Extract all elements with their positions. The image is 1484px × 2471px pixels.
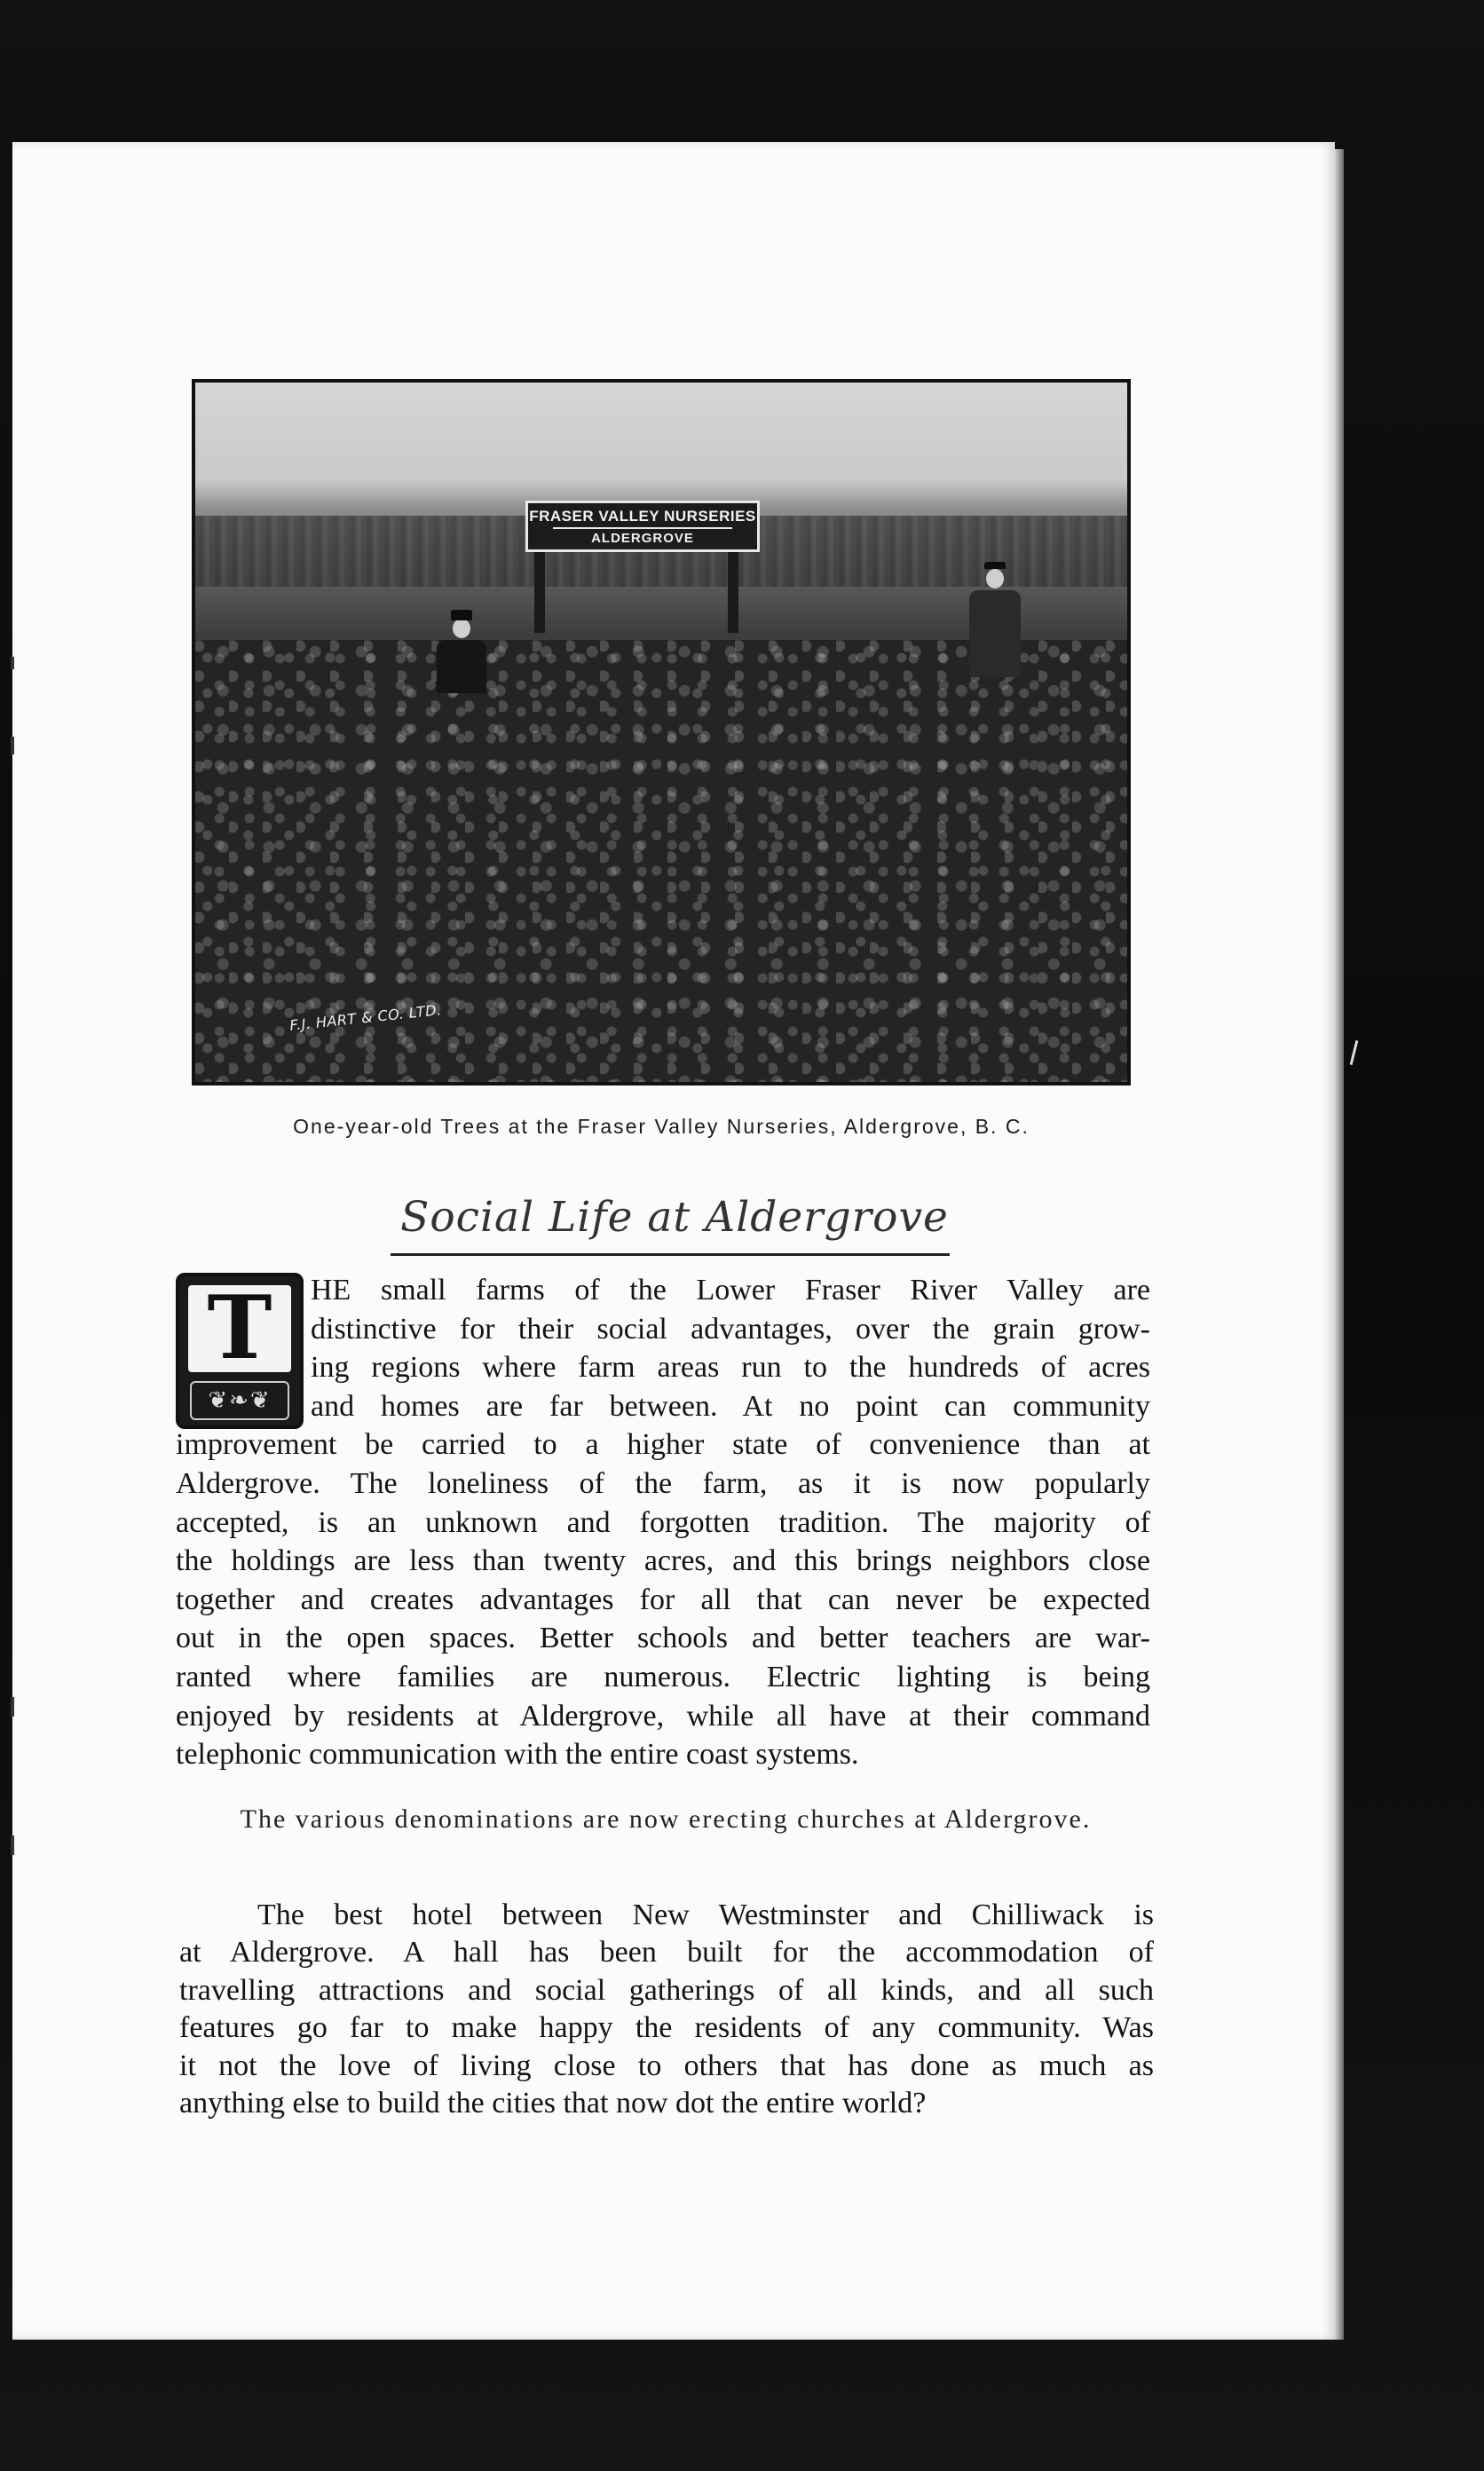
body-text-line: ing regions where farm areas run to the hundreds of acres bbox=[311, 1351, 1150, 1385]
body-text-line: features go far to make happy the residents of any community. Was bbox=[179, 2011, 1154, 2045]
body-text-line: HE small farms of the Lower Fraser River Valley are bbox=[311, 1274, 1150, 1307]
photo-caption: One-year-old Trees at the Fraser Valley Nurseries, Aldergrove, B. C. bbox=[293, 1115, 1030, 1138]
sign-line-1: FRASER VALLEY NURSERIES bbox=[529, 508, 756, 525]
body-text-line: at Aldergrove. A hall has been built for the accommodation of bbox=[179, 1936, 1154, 1970]
section-heading: Social Life at Aldergrove bbox=[400, 1193, 949, 1242]
binding-mark bbox=[11, 657, 14, 669]
body-text-line: together and creates advantages for all that can never be expected bbox=[176, 1583, 1150, 1616]
drop-cap-panel bbox=[188, 1277, 291, 1379]
body-text-line: travelling attractions and social gatherings of all kinds, and all such bbox=[179, 1973, 1154, 2007]
body-text-line: and homes are far between. At no point can community bbox=[311, 1389, 1150, 1423]
drop-cap-letter: T bbox=[207, 1277, 272, 1379]
floral-ornament-icon: ❦❧❦ bbox=[190, 1381, 289, 1420]
body-text-line: the holdings are less than twenty acres, and this brings neighbors close bbox=[176, 1544, 1150, 1578]
person-right-head bbox=[986, 569, 1004, 588]
churches-note: The various denominations are now erecting churches at Aldergrove. bbox=[240, 1804, 1092, 1834]
sign-post-right bbox=[728, 551, 738, 633]
person-left-head bbox=[453, 619, 470, 638]
body-text-line: ranted where families are numerous. Electric lighting is being bbox=[176, 1661, 1150, 1693]
person-right-cap bbox=[984, 562, 1006, 569]
drop-cap bbox=[176, 1273, 304, 1429]
body-text-line: it not the love of living close to others that has done as much as bbox=[179, 2049, 1154, 2082]
person-left bbox=[437, 640, 486, 693]
binding-mark bbox=[11, 1835, 14, 1855]
body-text-line: improvement be carried to a higher state of convenience than at bbox=[176, 1428, 1150, 1462]
body-text-line: out in the open spaces. Better schools and better teachers are war- bbox=[176, 1622, 1150, 1655]
body-text-line: The best hotel between New Westminster and Chilliwack is bbox=[257, 1899, 1154, 1931]
heading-underline bbox=[391, 1253, 950, 1256]
person-left-hat bbox=[451, 610, 472, 620]
body-text-line: Aldergrove. The loneliness of the farm, as it is now popularly bbox=[176, 1467, 1150, 1500]
binding-mark bbox=[11, 1697, 14, 1717]
body-text-line: anything else to build the cities that now dot the entire world? bbox=[179, 2087, 927, 2120]
nursery-sign bbox=[525, 501, 760, 552]
sign-line-2: ALDERGROVE bbox=[553, 527, 732, 549]
photographer-signature: F.J. HART & CO. LTD. bbox=[288, 1001, 443, 1034]
body-text-line: enjoyed by residents at Aldergrove, while all have at their command bbox=[176, 1699, 1150, 1733]
nursery-photo bbox=[192, 379, 1131, 1086]
body-text-line: telephonic communication with the entire coast systems. bbox=[176, 1738, 859, 1772]
sign-post-left bbox=[534, 551, 545, 633]
body-text-line: accepted, is an unknown and forgotten tradition. The majority of bbox=[176, 1505, 1150, 1539]
person-right bbox=[969, 590, 1021, 677]
binding-mark bbox=[11, 737, 14, 754]
body-text-line: distinctive for their social advantages, over the grain grow- bbox=[311, 1312, 1150, 1346]
page-edge bbox=[1335, 149, 1344, 2340]
